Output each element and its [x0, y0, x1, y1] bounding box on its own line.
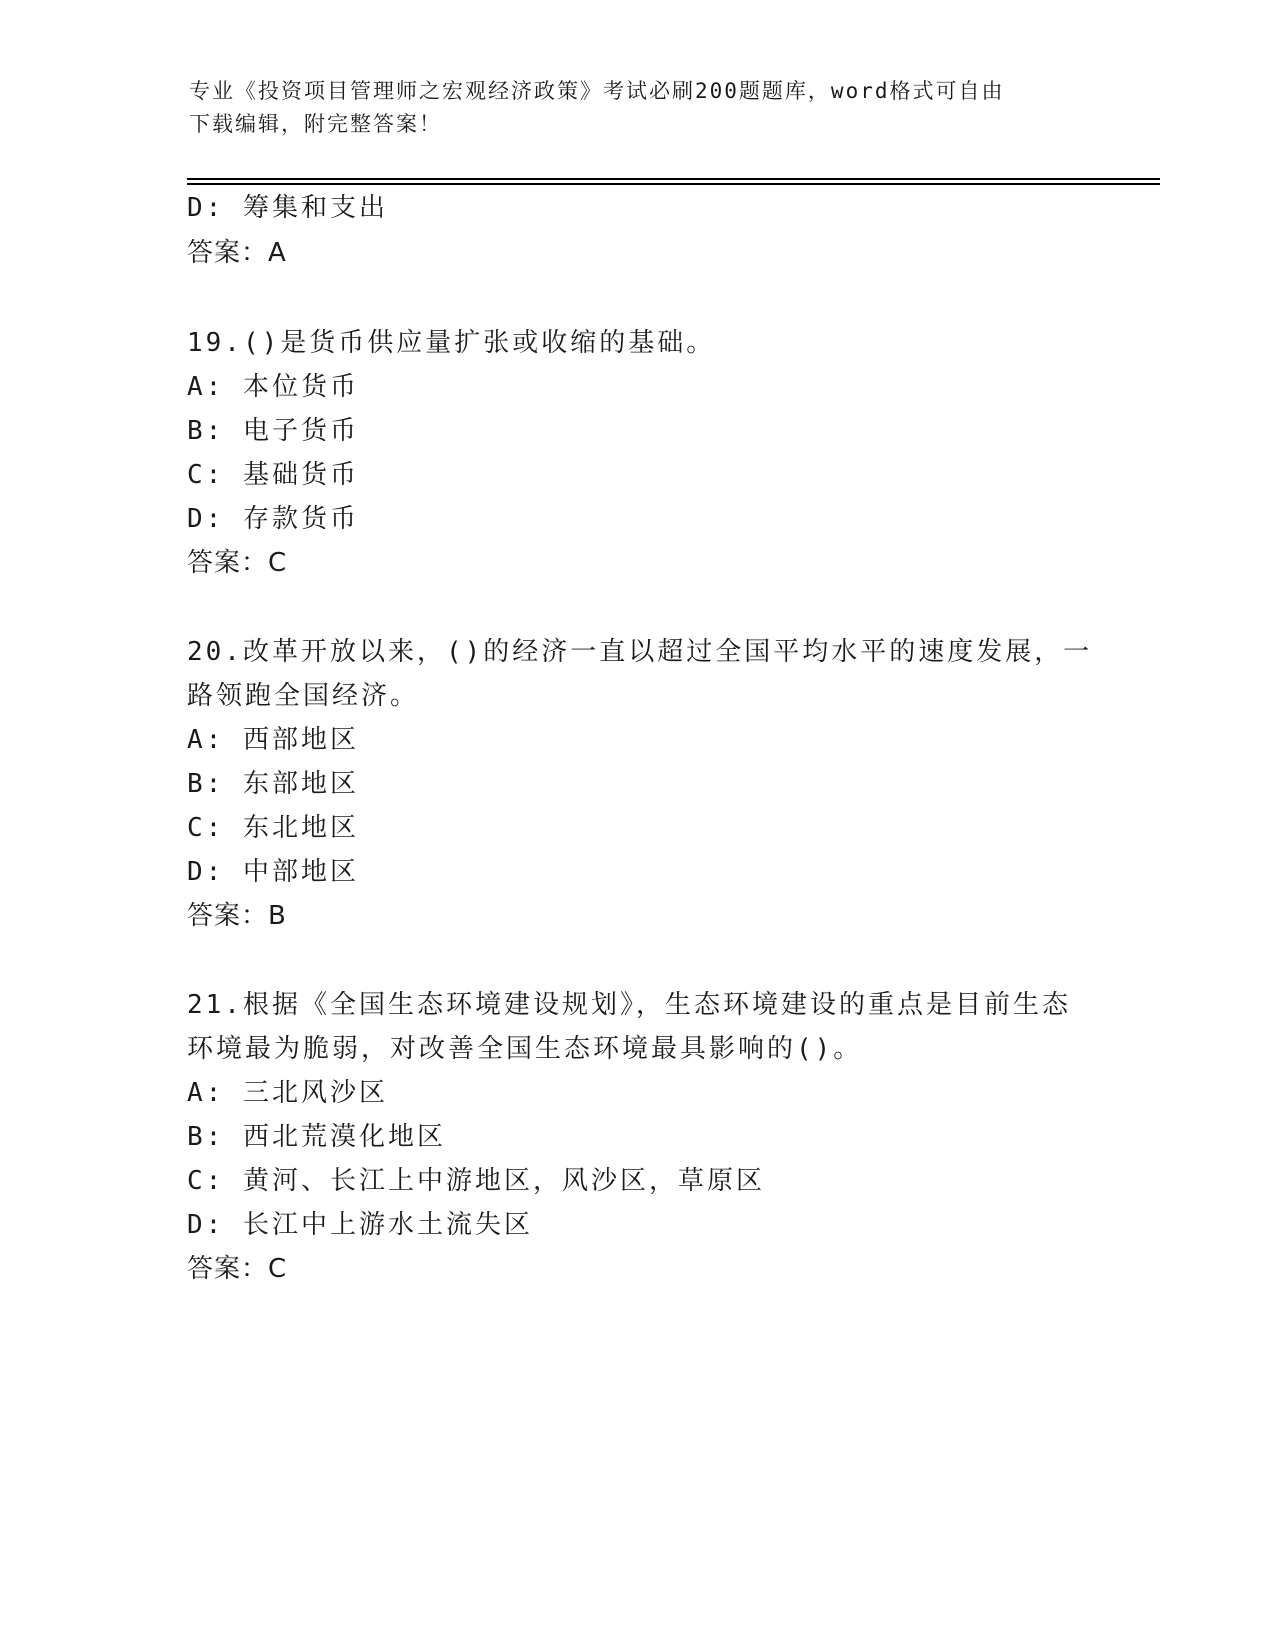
q19-option-b: B: 电子货币: [187, 416, 359, 446]
prev-option-d: D: 筹集和支出: [187, 193, 388, 223]
q19-option-a: A: 本位货币: [187, 372, 359, 402]
q21-option-a: A: 三北风沙区: [187, 1078, 388, 1108]
q21-answer: [187, 1251, 287, 1287]
answer-value: A: [268, 238, 287, 268]
q20-option-b: B: 东部地区: [187, 769, 359, 799]
answer-value: C: [268, 548, 288, 578]
answer-label: 答案：: [187, 1254, 269, 1284]
prev-answer: [187, 235, 287, 271]
header-line-2: 下载编辑，附完整答案！: [189, 112, 442, 136]
answer-value: C: [268, 1254, 288, 1284]
q19-option-c: C: 基础货币: [187, 460, 359, 490]
q20-answer: [187, 898, 287, 934]
question-21-line-1: 21.根据《全国生态环境建设规划》，生态环境建设的重点是目前生态: [187, 990, 1071, 1020]
header-divider-top: [187, 178, 1160, 180]
q20-option-c: C: 东北地区: [187, 813, 359, 843]
question-21-line-2: 环境最为脆弱，对改善全国生态环境最具影响的()。: [187, 1034, 863, 1064]
answer-label: 答案：: [187, 238, 269, 268]
q20-option-d: D: 中部地区: [187, 857, 359, 887]
question-20-line-1: 20.改革开放以来，()的经济一直以超过全国平均水平的速度发展，一: [187, 637, 1093, 667]
answer-label: 答案：: [187, 901, 269, 931]
q21-option-d: D: 长江中上游水土流失区: [187, 1210, 533, 1240]
q19-answer: [187, 545, 287, 581]
q19-option-d: D: 存款货币: [187, 504, 359, 534]
question-19: 19.()是货币供应量扩张或收缩的基础。: [187, 328, 716, 358]
q20-option-a: A: 西部地区: [187, 725, 359, 755]
answer-label: 答案：: [187, 548, 269, 578]
question-20-line-2: 路领跑全国经济。: [187, 681, 420, 711]
header-divider-bottom: [187, 183, 1160, 185]
header-line-1: 专业《投资项目管理师之宏观经济政策》考试必刷200题题库，word格式可自由: [189, 79, 1005, 103]
q21-option-c: C: 黄河、长江上中游地区，风沙区，草原区: [187, 1166, 765, 1196]
answer-value: B: [268, 901, 287, 931]
document-header: [189, 75, 1069, 141]
q21-option-b: B: 西北荒漠化地区: [187, 1122, 446, 1152]
